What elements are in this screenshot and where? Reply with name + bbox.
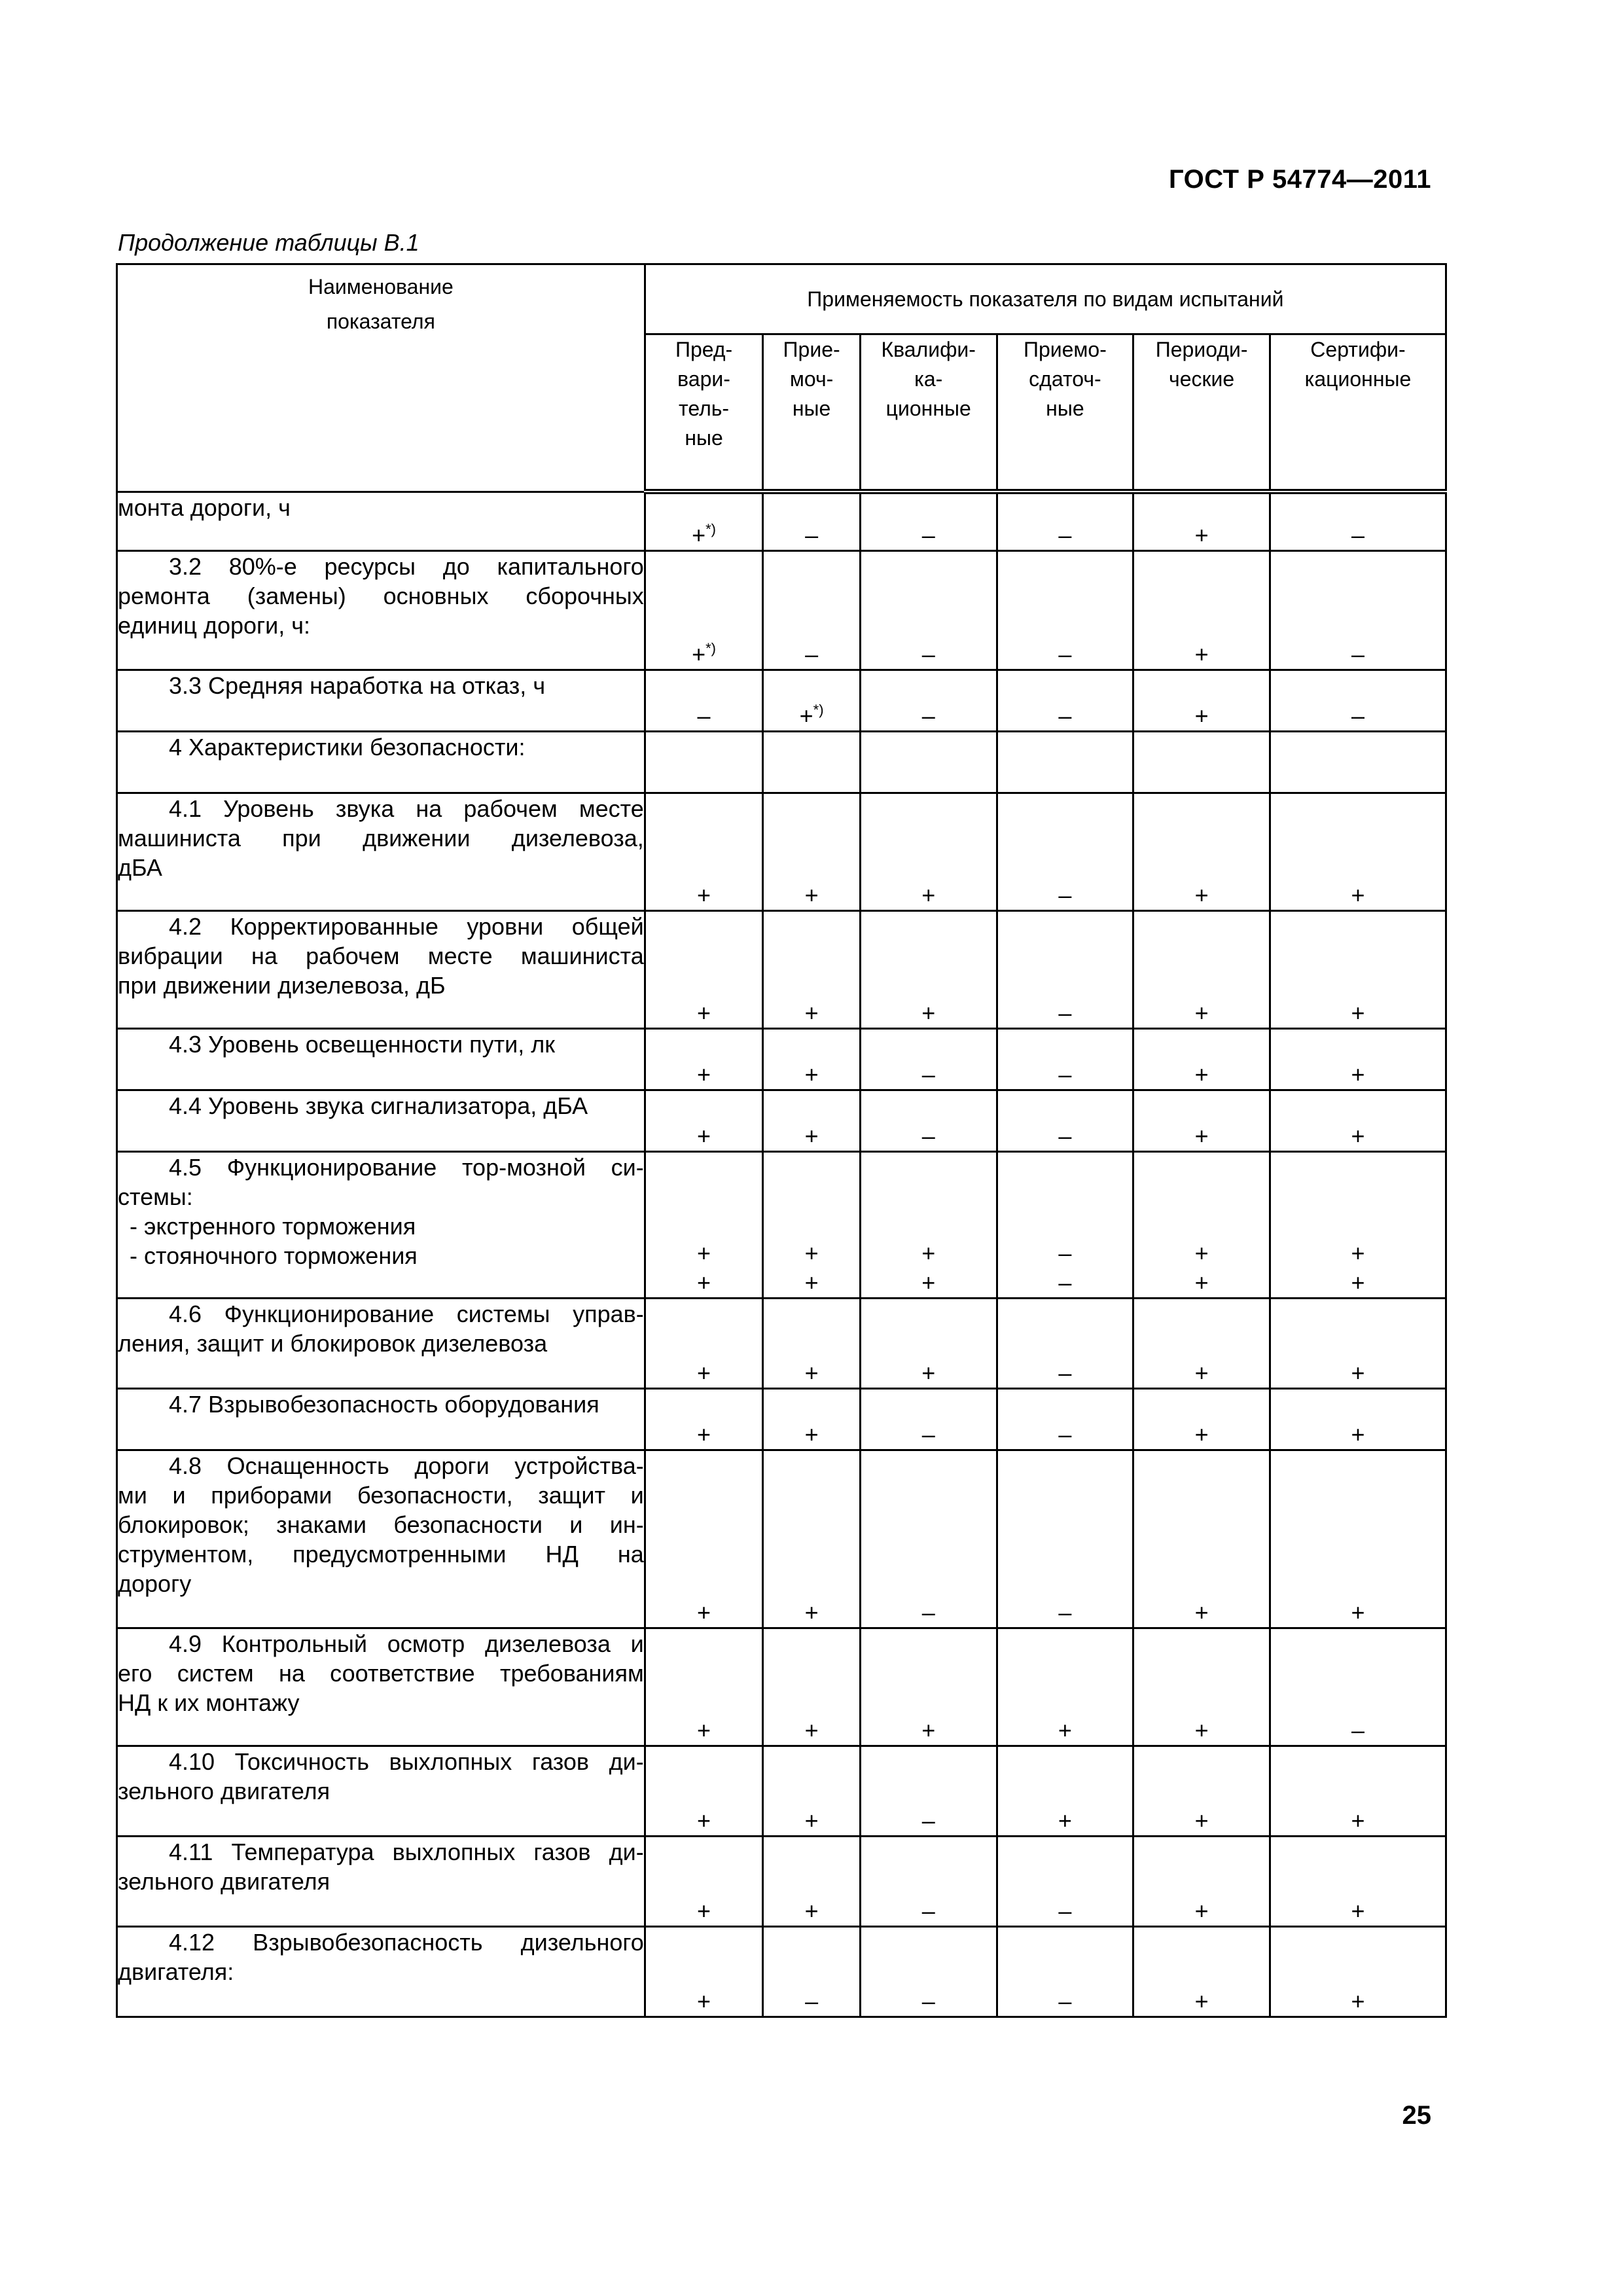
value-cell: –: [997, 550, 1133, 670]
value-cell: –: [997, 492, 1133, 550]
value-cell: +: [1133, 1028, 1270, 1090]
indicator-name: 3.2 80%-е ресурсы до капитального ремонта (замены) основных сборочных единиц дороги, ч:: [117, 550, 645, 670]
table-row: [117, 1388, 1446, 1450]
indicator-name: 4.7 Взрывобезопасность оборудования: [117, 1388, 645, 1450]
table-row: [117, 550, 1446, 670]
value-cell: +*): [645, 492, 763, 550]
document-code: ГОСТ Р 54774—2011: [1169, 165, 1431, 194]
value-cell: –: [1270, 550, 1446, 670]
indicator-name: 4.9 Контрольный осмотр дизелевоза и его систем на соответствие требованиям НД к их монтажу: [117, 1628, 645, 1746]
value-cell: +: [1270, 1926, 1446, 2017]
value-cell: –: [997, 1836, 1133, 1926]
value-cell: –: [997, 1926, 1133, 2017]
value-cell: +: [645, 793, 763, 910]
table-caption: Продолжение таблицы В.1: [118, 229, 419, 256]
header-col-certification: Сертифи- кационные: [1270, 334, 1446, 492]
value-cell: –: [860, 1836, 997, 1926]
value-cell: +: [860, 1628, 997, 1746]
value-cell: –: [763, 492, 861, 550]
value-cell: –: [860, 1388, 997, 1450]
header-col-qualification: Квалифи- ка- ционные: [860, 334, 997, 492]
value-cell: [1133, 731, 1270, 793]
value-cell: +*): [645, 550, 763, 670]
indicator-name: 4.5 Функционирование тор-мозной си- стемы: - экстренного торможения - стояночного торможения: [117, 1151, 645, 1298]
value-cell: [1270, 731, 1446, 793]
value-cell: [997, 731, 1133, 793]
value-cell: +: [1133, 670, 1270, 731]
value-cell: –: [860, 550, 997, 670]
value-cell: +: [763, 1090, 861, 1151]
table-row: [117, 731, 1446, 793]
header-col-preliminary: Пред- вари- тель- ные: [645, 334, 763, 492]
value-cell: –: [997, 1388, 1133, 1450]
value-cell: +*): [763, 670, 861, 731]
value-cell: +: [860, 910, 997, 1028]
indicator-name: монта дороги, ч: [117, 492, 645, 550]
header-applicability-group: Применяемость показателя по видам испытаний: [645, 264, 1446, 334]
value-cell: –: [1270, 670, 1446, 731]
value-cell: +: [1133, 1090, 1270, 1151]
value-cell: –: [860, 1090, 997, 1151]
value-cell: +: [1133, 492, 1270, 550]
header-col-acceptance: Прие- моч- ные: [763, 334, 861, 492]
value-cell: +: [645, 910, 763, 1028]
indicator-name: 4.8 Оснащенность дороги устройства- ми и приборами безопасности, защит и блокировок; знаками безопасности и ин- струментом, предусмотренными НД на дорогу: [117, 1450, 645, 1628]
value-cell: +: [1133, 1926, 1270, 2017]
header-col-periodic: Периоди- ческие: [1133, 334, 1270, 492]
value-cell: +: [1133, 550, 1270, 670]
value-cell: –: [763, 1926, 861, 2017]
table-row: [117, 1298, 1446, 1388]
value-cell: [860, 731, 997, 793]
value-cell: +: [645, 1926, 763, 2017]
value-cell: +: [1270, 1028, 1446, 1090]
value-cell: +: [645, 1628, 763, 1746]
value-cell: +: [1133, 1628, 1270, 1746]
value-cell: –: [860, 1450, 997, 1628]
indicator-name: 4.11 Температура выхлопных газов ди- зельного двигателя: [117, 1836, 645, 1926]
value-cell: +: [860, 1298, 997, 1388]
table-body: [117, 492, 1446, 2017]
value-cell: [645, 731, 763, 793]
indicator-name: 4.3 Уровень освещенности пути, лк: [117, 1028, 645, 1090]
value-cell: –: [763, 550, 861, 670]
value-cell: +: [1133, 910, 1270, 1028]
value-cell: +: [1133, 793, 1270, 910]
value-cell: +: [1270, 793, 1446, 910]
value-cell: –: [997, 1298, 1133, 1388]
value-cell: –: [860, 1028, 997, 1090]
table-row: [117, 1746, 1446, 1836]
table-row: [117, 1090, 1446, 1151]
value-cell: +: [763, 910, 861, 1028]
value-cell: +: [763, 1836, 861, 1926]
value-cell: +: [763, 793, 861, 910]
value-cell: +: [1133, 1298, 1270, 1388]
indicator-name: 4.4 Уровень звука сигнализатора, дБА: [117, 1090, 645, 1151]
value-cell: –: [997, 670, 1133, 731]
value-cell: +: [997, 1746, 1133, 1836]
value-cell: + +: [645, 1151, 763, 1298]
indicator-name: 4 Характеристики безопасности:: [117, 731, 645, 793]
footnote-marker: *): [705, 520, 717, 537]
value-cell: +: [1270, 1298, 1446, 1388]
value-cell: +: [1133, 1388, 1270, 1450]
value-cell: +: [1270, 1836, 1446, 1926]
table-head: [117, 264, 1446, 492]
table-row: [117, 1028, 1446, 1090]
table-row: [117, 1450, 1446, 1628]
indicator-name: 4.10 Токсичность выхлопных газов ди- зельного двигателя: [117, 1746, 645, 1836]
value-cell: –: [860, 670, 997, 731]
table-row: [117, 1628, 1446, 1746]
table-row: [117, 492, 1446, 550]
value-cell: +: [645, 1298, 763, 1388]
value-cell: + +: [763, 1151, 861, 1298]
value-cell: +: [763, 1628, 861, 1746]
table-row: [117, 670, 1446, 731]
value-cell: +: [763, 1450, 861, 1628]
indicator-name: 4.6 Функционирование системы управ- ления, защит и блокировок дизелевоза: [117, 1298, 645, 1388]
header-indicator-name: Наименование показателя: [117, 264, 645, 492]
table-row: [117, 1926, 1446, 2017]
value-cell: +: [1270, 910, 1446, 1028]
value-cell: +: [645, 1746, 763, 1836]
value-cell: +: [860, 793, 997, 910]
value-cell: –: [997, 1090, 1133, 1151]
value-cell: +: [763, 1746, 861, 1836]
value-cell: + +: [1133, 1151, 1270, 1298]
footnote-marker: *): [813, 701, 824, 718]
value-cell: [763, 731, 861, 793]
value-cell: –: [1270, 492, 1446, 550]
value-cell: +: [645, 1028, 763, 1090]
page-number: 25: [1402, 2101, 1431, 2130]
table-row: [117, 793, 1446, 910]
value-cell: –: [997, 1028, 1133, 1090]
table-row: [117, 1836, 1446, 1926]
value-cell: +: [763, 1388, 861, 1450]
value-cell: –: [645, 670, 763, 731]
value-cell: +: [1270, 1090, 1446, 1151]
value-cell: +: [1133, 1746, 1270, 1836]
header-col-handover: Приемо- сдаточ- ные: [997, 334, 1133, 492]
value-cell: +: [1270, 1388, 1446, 1450]
value-cell: +: [645, 1388, 763, 1450]
indicator-name: 4.1 Уровень звука на рабочем месте машиниста при движении дизелевоза, дБА: [117, 793, 645, 910]
value-cell: +: [645, 1836, 763, 1926]
indicator-name: 4.2 Корректированные уровни общей вибрации на рабочем месте машиниста при движении дизелевоза, дБ: [117, 910, 645, 1028]
value-cell: +: [645, 1450, 763, 1628]
indicator-name: 4.12 Взрывобезопасность дизельного двигателя:: [117, 1926, 645, 2017]
value-cell: –: [860, 492, 997, 550]
value-cell: – –: [997, 1151, 1133, 1298]
value-cell: +: [1133, 1836, 1270, 1926]
value-cell: –: [1270, 1628, 1446, 1746]
applicability-table: [116, 263, 1447, 2018]
value-cell: +: [997, 1628, 1133, 1746]
value-cell: +: [763, 1298, 861, 1388]
value-cell: + +: [1270, 1151, 1446, 1298]
value-cell: +: [645, 1090, 763, 1151]
value-cell: +: [763, 1028, 861, 1090]
table-row: [117, 910, 1446, 1028]
value-cell: –: [860, 1746, 997, 1836]
value-cell: –: [860, 1926, 997, 2017]
value-cell: +: [1133, 1450, 1270, 1628]
value-cell: –: [997, 793, 1133, 910]
value-cell: +: [1270, 1746, 1446, 1836]
footnote-marker: *): [705, 639, 717, 656]
value-cell: –: [997, 1450, 1133, 1628]
indicator-name: 3.3 Средняя наработка на отказ, ч: [117, 670, 645, 731]
value-cell: +: [1270, 1450, 1446, 1628]
value-cell: –: [997, 910, 1133, 1028]
value-cell: + +: [860, 1151, 997, 1298]
table-row: [117, 1151, 1446, 1298]
